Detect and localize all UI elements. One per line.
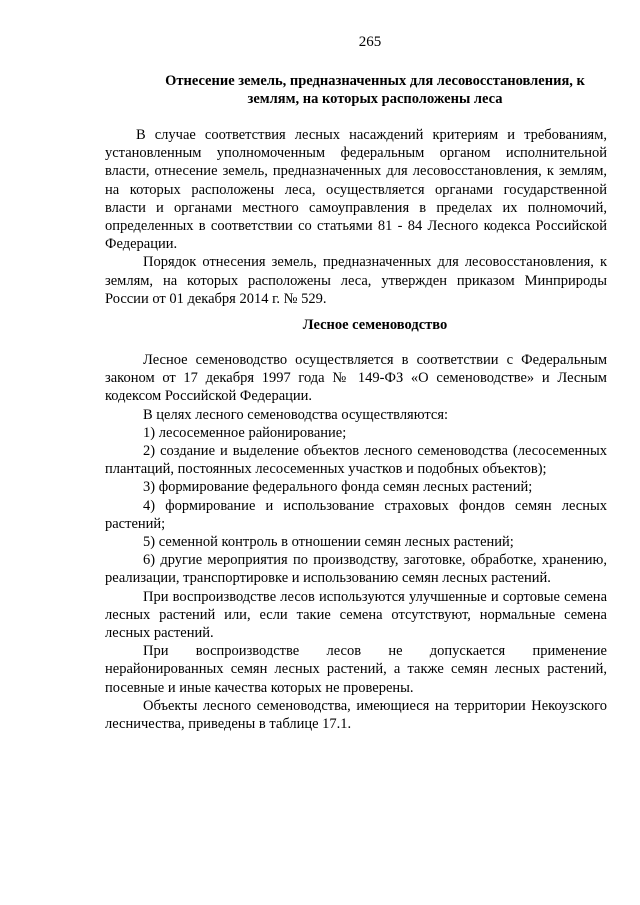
section-body-land-classification [105,126,607,308]
paragraph: Порядок отнесения земель, предназначенных для лесовосстановления, к землям, на которых расположены леса, утвержден приказом Минприроды России от 01 декабря 2014 г. № 529. [105,254,607,307]
list-item: 4) формирование и использование страховых фондов семян лесных растений; [105,497,607,532]
paragraph: При воспроизводстве лесов используются улучшенные и сортовые семена лесных растений или, если такие семена отсутствуют, нормальные семена лесных растений. [105,588,607,642]
list-item: 6) другие мероприятия по производству, заготовке, обработке, хранению, реализации, транспортировке и использованию семян лесных растений. [105,552,607,587]
list-item: 2) создание и выделение объектов лесного семеноводства (лесосеменных плантаций, постоянных лесосеменных участков и подобных объектов); [105,443,607,478]
paragraph: Лесное семеноводство осуществляется в соответствии с Федеральным законом от 17 декабря 1997 года № 149-ФЗ «О семеноводстве» и Лесным кодексом Российской Федерации. [105,352,607,405]
paragraph: В целях лесного семеноводства осуществляются: [143,406,449,423]
section-title-seed-production: Лесное семеноводство [302,317,448,333]
paragraph: В случае соответствия лесных насаждений критериям и требованиям, установленным уполномоченным федеральным органом исполнительной власти, отнесение земель, предназначенных для лесовосстановления, к землям, на которых расположены леса, осуществляется органами государственной власти и органами местного самоуправления в пределах их полномочий, определенных в соответствии со статьями 81 - 84 Лесного кодекса Российской Федерации. [105,127,607,253]
section-title-land-classification: Отнесение земель, предназначенных для лесовосстановления, к землям, на которых расположены леса [165,73,585,107]
list-item: 1) лесосеменное районирование; [143,424,347,441]
page-number: 265 [358,34,382,50]
paragraph: Объекты лесного семеноводства, имеющиеся на территории Некоузского лесничества, приведены в таблице 17.1. [105,697,607,733]
list-item: 5) семенной контроль в отношении семян лесных растений; [143,534,514,551]
list-item: 3) формирование федерального фонда семян лесных растений; [143,479,533,496]
section-body-seed-production [105,351,607,733]
paragraph: При воспроизводстве лесов не допускается применение нерайонированных семян лесных растений, а также семян лесных растений, посевные и иные качества которых не проверены. [105,643,607,696]
